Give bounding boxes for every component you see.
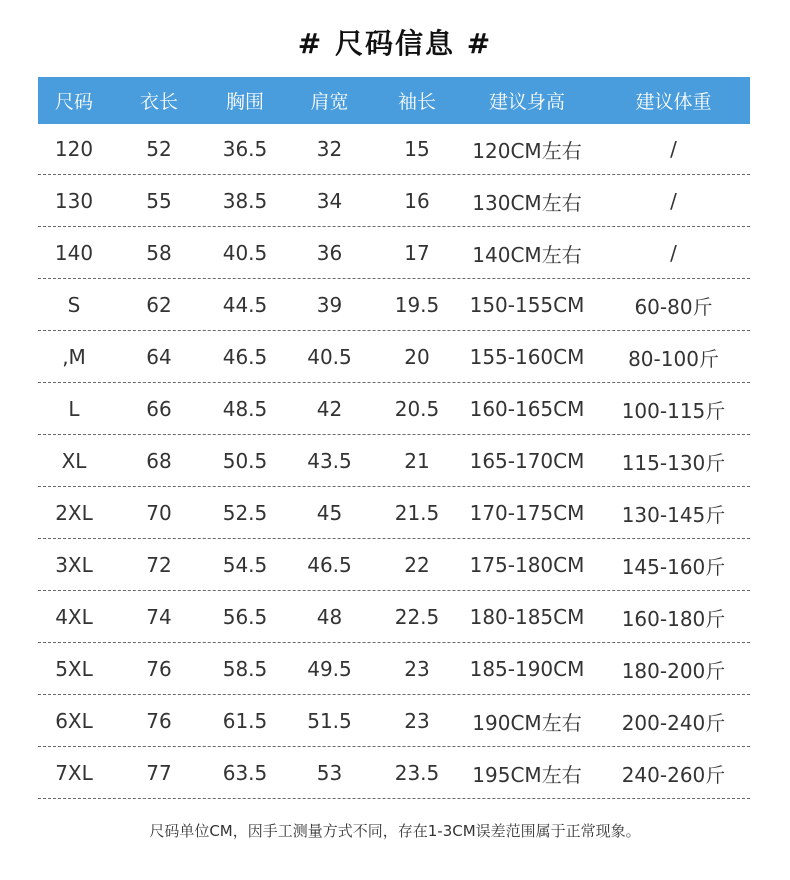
cell-chest: 52.5: [222, 501, 268, 525]
cell-length: 66: [146, 397, 172, 421]
cell-weight: 240-260斤: [621, 762, 726, 787]
cell-sleeve: 20.5: [394, 397, 440, 421]
cell-shoulder: 49.5: [307, 657, 352, 681]
cell-length: 55: [146, 189, 172, 213]
cell-shoulder: 43.5: [307, 449, 352, 473]
header-size: 尺码: [54, 91, 93, 113]
table-row: [38, 124, 750, 175]
cell-shoulder: 39: [316, 293, 343, 317]
footnote: 尺码单位CM，因手工测量方式不同，存在1-3CM误差范围属于正常现象。: [149, 822, 641, 840]
table-row: [38, 176, 750, 227]
cell-shoulder: 46.5: [307, 553, 352, 577]
cell-length: 64: [146, 345, 172, 369]
cell-size: 140: [54, 241, 94, 265]
cell-length: 52: [146, 137, 172, 161]
cell-size: ,M: [62, 345, 86, 369]
cell-sleeve: 23: [404, 657, 430, 681]
cell-weight: 145-160斤: [621, 554, 726, 579]
cell-length: 76: [146, 709, 172, 733]
cell-shoulder: 40.5: [307, 345, 352, 369]
cell-height: 120CM左右: [472, 138, 582, 163]
size-table: [38, 77, 750, 800]
cell-height: 180-185CM: [469, 605, 585, 629]
cell-sleeve: 19.5: [394, 293, 440, 317]
cell-length: 62: [146, 293, 172, 317]
cell-size: 4XL: [55, 605, 93, 629]
cell-shoulder: 48: [316, 605, 343, 629]
table-row: [38, 436, 750, 487]
cell-weight: 130-145斤: [621, 502, 726, 527]
cell-sleeve: 22.5: [394, 605, 440, 629]
cell-size: 120: [54, 137, 94, 161]
cell-chest: 48.5: [222, 397, 268, 421]
cell-weight: 100-115斤: [621, 398, 726, 423]
cell-shoulder: 51.5: [307, 709, 352, 733]
cell-length: 77: [146, 761, 172, 785]
cell-height: 130CM左右: [472, 190, 582, 215]
cell-shoulder: 34: [316, 189, 343, 213]
table-row: [38, 488, 750, 539]
cell-size: 2XL: [55, 501, 93, 525]
table-row: [38, 644, 750, 695]
table-row: [38, 280, 750, 331]
cell-chest: 46.5: [222, 345, 268, 369]
cell-sleeve: 22: [404, 553, 430, 577]
cell-weight: 200-240斤: [621, 710, 726, 735]
cell-length: 72: [146, 553, 172, 577]
cell-sleeve: 23.5: [394, 761, 440, 785]
cell-weight: 60-80斤: [634, 294, 713, 319]
cell-weight: /: [670, 189, 677, 213]
header-height: 建议身高: [488, 91, 565, 113]
header-sleeve: 袖长: [397, 91, 436, 113]
cell-size: L: [68, 397, 80, 421]
cell-sleeve: 23: [404, 709, 430, 733]
header-shoulder: 肩宽: [310, 91, 349, 113]
table-header: [38, 77, 750, 124]
cell-chest: 40.5: [222, 241, 268, 265]
cell-size: 130: [54, 189, 94, 213]
cell-chest: 56.5: [222, 605, 268, 629]
cell-height: 165-170CM: [469, 449, 585, 473]
header-length: 衣长: [139, 91, 178, 113]
cell-sleeve: 21.5: [394, 501, 440, 525]
table-row: [38, 592, 750, 643]
cell-weight: 80-100斤: [628, 346, 719, 371]
cell-shoulder: 53: [316, 761, 343, 785]
cell-size: 5XL: [55, 657, 93, 681]
cell-length: 76: [146, 657, 172, 681]
cell-chest: 44.5: [222, 293, 268, 317]
page-title: # 尺码信息 #: [297, 27, 493, 60]
cell-size: 3XL: [55, 553, 93, 577]
cell-sleeve: 15: [404, 137, 430, 161]
cell-chest: 54.5: [222, 553, 268, 577]
cell-size: 6XL: [55, 709, 93, 733]
cell-weight: /: [670, 137, 677, 161]
cell-height: 190CM左右: [472, 710, 582, 735]
cell-height: 150-155CM: [469, 293, 585, 317]
cell-sleeve: 17: [404, 241, 430, 265]
cell-weight: 180-200斤: [621, 658, 726, 683]
cell-chest: 38.5: [222, 189, 268, 213]
cell-height: 195CM左右: [472, 762, 582, 787]
cell-length: 70: [146, 501, 172, 525]
cell-weight: 160-180斤: [621, 606, 726, 631]
table-row: [38, 228, 750, 279]
cell-weight: /: [670, 241, 677, 265]
table-row: [38, 696, 750, 747]
header-chest: 胸围: [225, 91, 264, 113]
cell-sleeve: 16: [404, 189, 430, 213]
cell-size: XL: [61, 449, 87, 473]
cell-height: 160-165CM: [469, 397, 585, 421]
table-row: [38, 748, 750, 799]
cell-shoulder: 42: [316, 397, 343, 421]
cell-height: 140CM左右: [472, 242, 582, 267]
cell-length: 68: [146, 449, 172, 473]
table-body: [38, 124, 750, 799]
table-row: [38, 540, 750, 591]
cell-size: 7XL: [55, 761, 93, 785]
cell-height: 170-175CM: [469, 501, 585, 525]
cell-chest: 63.5: [222, 761, 268, 785]
table-row: [38, 384, 750, 435]
cell-height: 185-190CM: [469, 657, 585, 681]
cell-weight: 115-130斤: [621, 450, 726, 475]
cell-chest: 50.5: [222, 449, 268, 473]
cell-chest: 61.5: [222, 709, 268, 733]
cell-sleeve: 20: [404, 345, 430, 369]
cell-shoulder: 36: [316, 241, 343, 265]
cell-height: 175-180CM: [469, 553, 585, 577]
cell-chest: 36.5: [222, 137, 268, 161]
cell-shoulder: 32: [316, 137, 343, 161]
cell-size: S: [67, 293, 81, 317]
header-weight: 建议体重: [635, 91, 712, 113]
cell-sleeve: 21: [404, 449, 430, 473]
cell-shoulder: 45: [316, 501, 343, 525]
cell-length: 58: [146, 241, 172, 265]
table-row: [38, 332, 750, 383]
cell-height: 155-160CM: [469, 345, 585, 369]
cell-chest: 58.5: [222, 657, 268, 681]
cell-length: 74: [146, 605, 172, 629]
